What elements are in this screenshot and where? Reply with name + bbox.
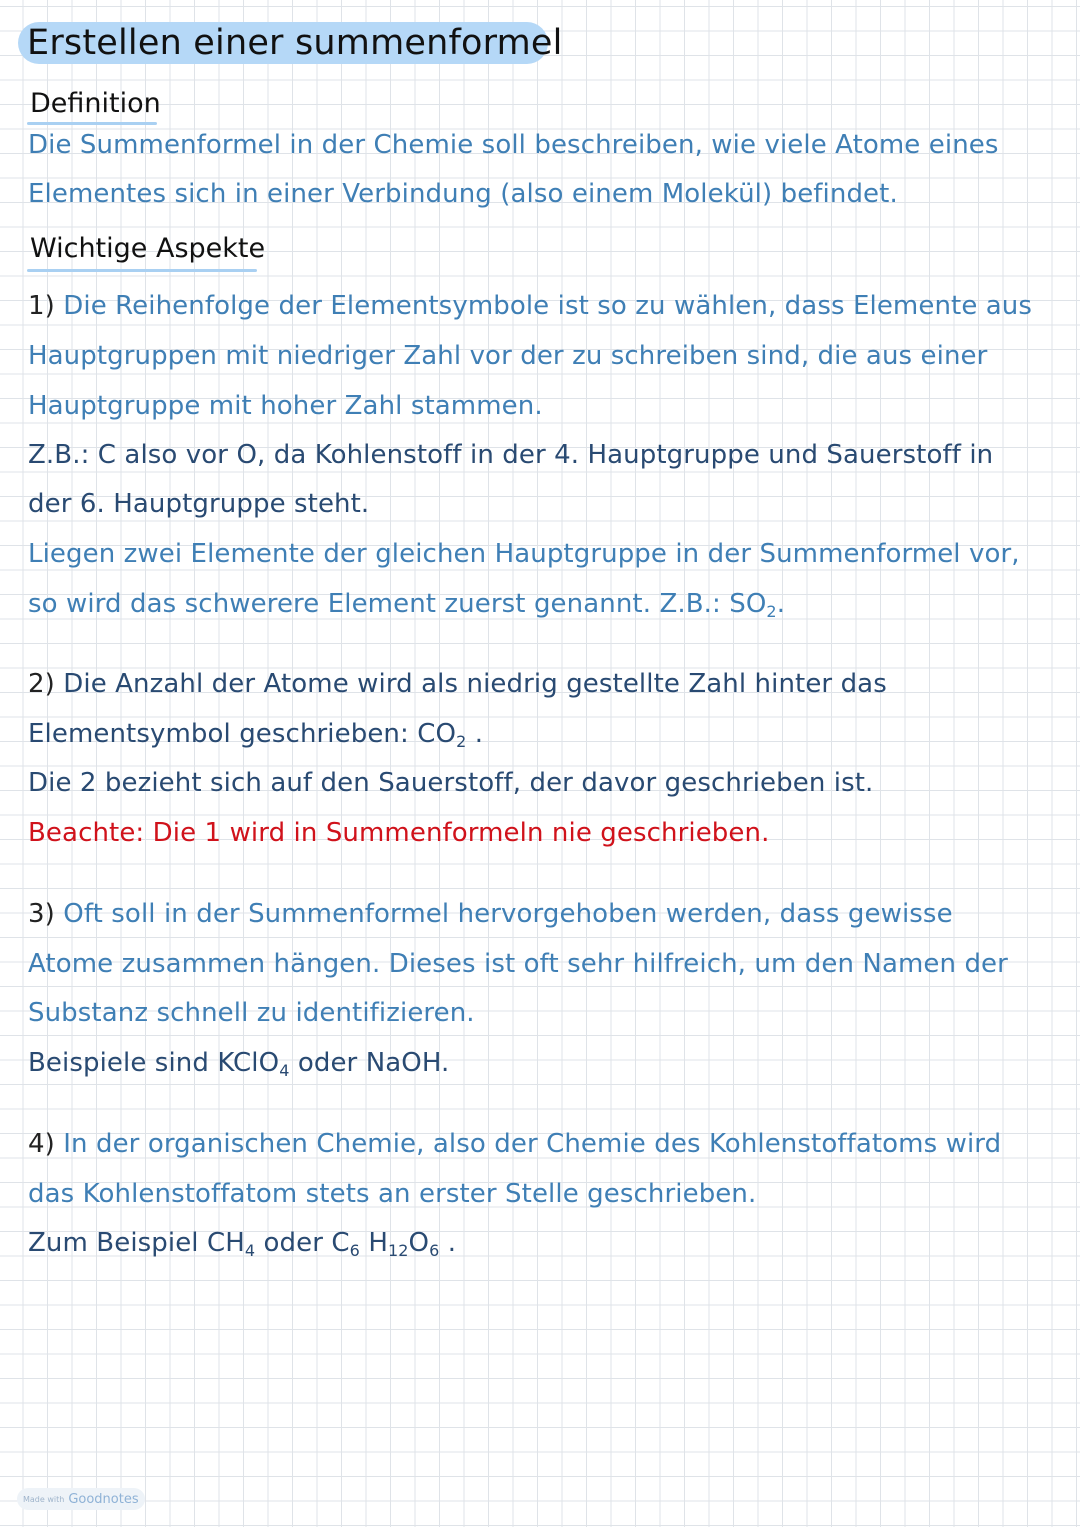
aspect-2-text-1: Die Anzahl der Atome wird als niedrig gestellte Zahl hinter das — [63, 669, 887, 699]
aspect-3-line-4 — [28, 1046, 449, 1080]
aspect-1-number: 1) — [28, 291, 55, 321]
definition-line-1: Die Summenformel in der Chemie soll beschreiben, wie viele Atome eines — [28, 130, 999, 160]
aspect-4-line-2: das Kohlenstoffatom stets an erster Stelle geschrieben. — [28, 1179, 757, 1209]
aspect-4-number: 4) — [28, 1129, 55, 1159]
aspect-1-line-4: Z.B.: C also vor O, da Kohlenstoff in der 4. Hauptgruppe und Sauerstoff in — [28, 440, 994, 470]
aspect-4-line-3-end: . — [439, 1228, 457, 1258]
c6-subscript: 6 — [349, 1241, 360, 1260]
aspect-2-warning: Beachte: Die 1 wird in Summenformeln nie geschrieben. — [28, 818, 770, 848]
aspect-1-line-3: Hauptgruppe mit hoher Zahl stammen. — [28, 391, 543, 421]
aspect-3-line-4-a: Beispiele sind KClO — [28, 1048, 280, 1078]
aspect-1-line-7 — [28, 587, 785, 621]
co2-subscript: 2 — [456, 732, 467, 751]
aspect-2-number: 2) — [28, 669, 55, 699]
aspect-2-line-2-text: Elementsymbol geschrieben: CO — [28, 719, 457, 749]
kclo4-subscript: 4 — [279, 1061, 290, 1080]
aspect-4-line-3-a: Zum Beispiel CH — [28, 1228, 245, 1258]
aspect-1-text-1: Die Reihenfolge der Elementsymbole ist so zu wählen, dass Elemente aus — [63, 291, 1033, 321]
aspect-3-text-1: Oft soll in der Summenformel hervorgehoben werden, dass gewisse — [63, 899, 953, 929]
aspect-1-line-2: Hauptgruppen mit niedriger Zahl vor der zu schreiben sind, die aus einer — [28, 341, 988, 371]
aspect-4-line-3 — [28, 1226, 456, 1260]
aspect-3-line-1 — [28, 897, 953, 931]
goodnotes-badge — [17, 1488, 145, 1510]
aspects-underline — [27, 269, 257, 272]
aspect-3-line-4-b: oder NaOH. — [289, 1048, 450, 1078]
definition-heading — [30, 86, 161, 122]
page-title: Erstellen einer summenformel — [27, 23, 563, 63]
aspect-4-line-1 — [28, 1127, 1001, 1161]
aspect-2-line-2-end: . — [466, 719, 484, 749]
aspect-1-line-7-end: . — [776, 589, 786, 619]
h12-subscript: 12 — [387, 1241, 409, 1260]
goodnotes-brand: Goodnotes — [68, 1491, 139, 1507]
aspect-4-line-3-c: H — [359, 1228, 388, 1258]
aspect-3-number: 3) — [28, 899, 55, 929]
o6-subscript: 6 — [429, 1241, 440, 1260]
aspect-4-text-1: In der organischen Chemie, also der Chemie des Kohlenstoffatoms wird — [63, 1129, 1002, 1159]
made-with-text: Made with — [23, 1494, 65, 1504]
aspect-1-line-6: Liegen zwei Elemente der gleichen Hauptgruppe in der Summenformel vor, — [28, 539, 1020, 569]
so2-subscript: 2 — [766, 602, 777, 621]
ch4-subscript: 4 — [244, 1241, 256, 1260]
aspect-1-line-7-text: so wird das schwerere Element zuerst genannt. Z.B.: SO — [28, 589, 767, 619]
definition-heading-text: Definition — [30, 88, 161, 119]
aspect-4-line-3-d: O — [408, 1228, 430, 1258]
aspects-heading-text: Wichtige Aspekte — [30, 233, 266, 264]
aspect-4-line-3-b: oder C — [255, 1228, 350, 1258]
definition-line-2: Elementes sich in einer Verbindung (also einem Molekül) befindet. — [28, 179, 898, 209]
aspect-2-line-1 — [28, 667, 887, 701]
aspect-3-line-2: Atome zusammen hängen. Dieses ist oft sehr hilfreich, um den Namen der — [28, 949, 1008, 979]
definition-underline — [27, 122, 157, 125]
aspect-2-line-3: Die 2 bezieht sich auf den Sauerstoff, der davor geschrieben ist. — [28, 768, 874, 798]
aspect-2-line-2 — [28, 717, 483, 751]
aspect-3-line-3: Substanz schnell zu identifizieren. — [28, 998, 475, 1028]
aspect-1-line-1 — [28, 289, 1032, 323]
aspects-heading — [30, 231, 265, 267]
aspect-1-line-5: der 6. Hauptgruppe steht. — [28, 489, 370, 519]
